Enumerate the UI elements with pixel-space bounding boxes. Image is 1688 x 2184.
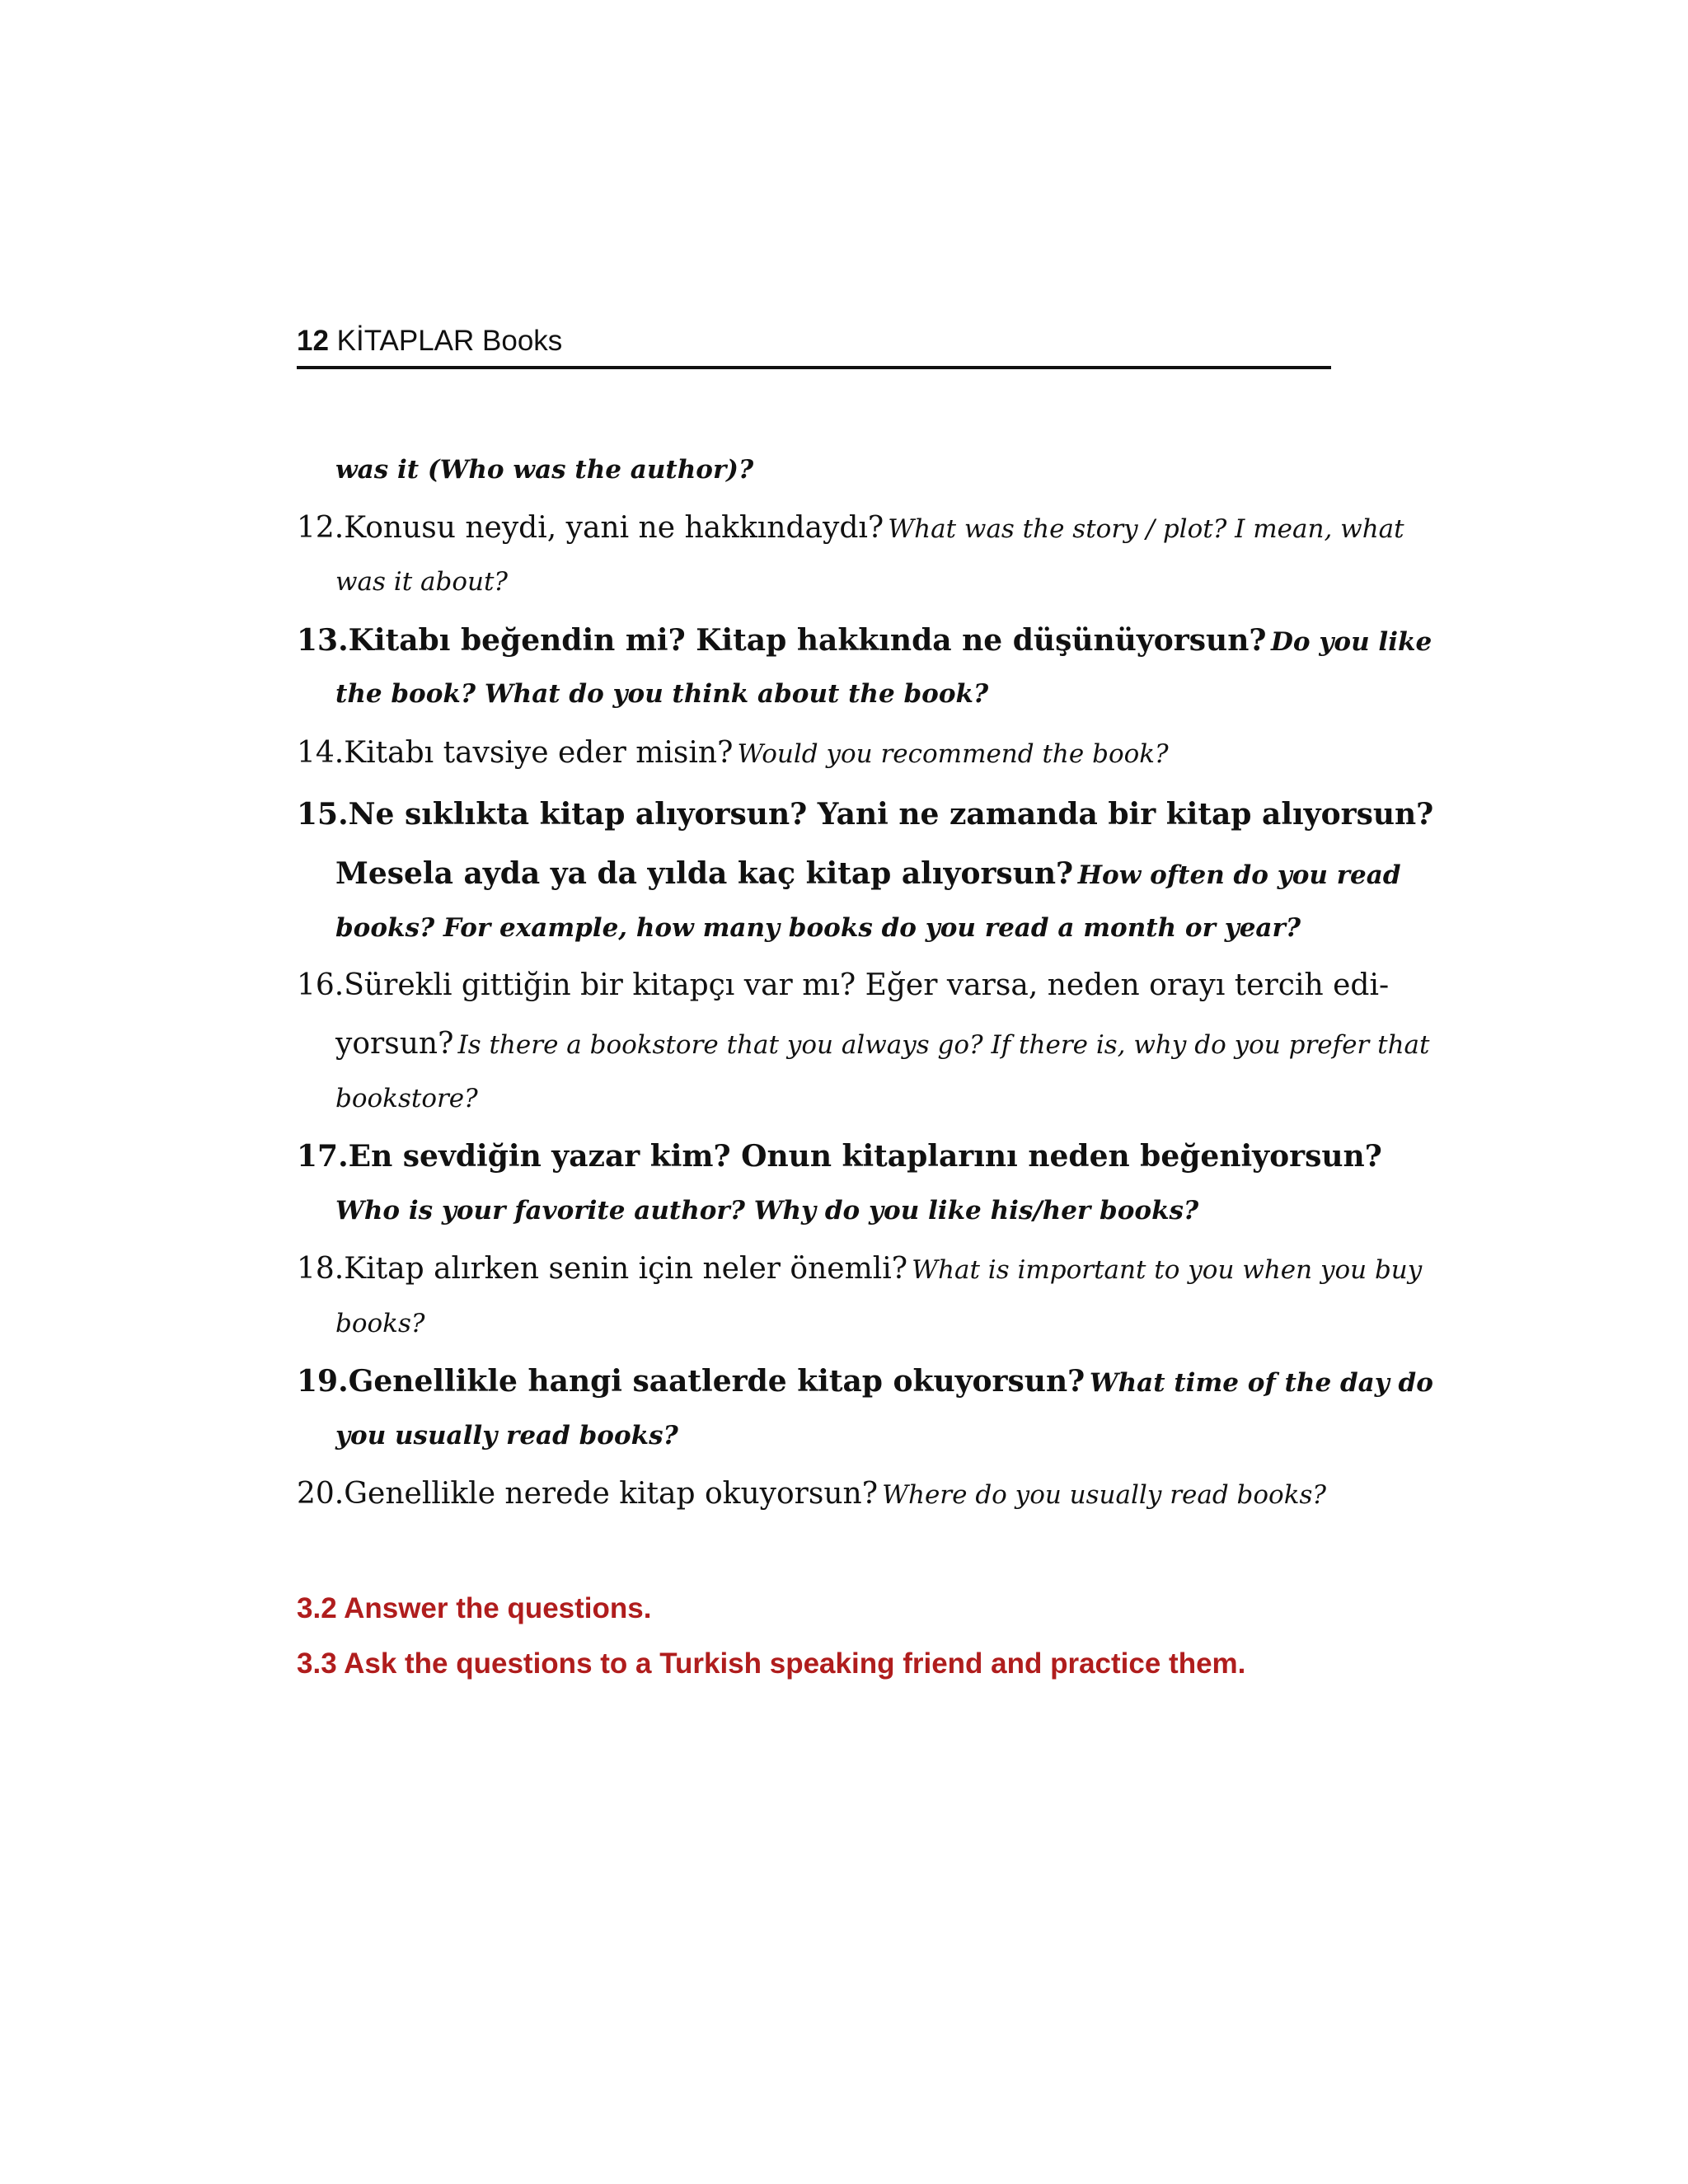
question-13-english-continuation: the book? What do you think about the book?: [335, 679, 989, 709]
question-number: 13.: [297, 623, 349, 658]
question-english: Where do you usually read books?: [882, 1480, 1327, 1510]
question-15-continuation: [335, 856, 1401, 891]
question-number: 14.: [297, 736, 345, 770]
question-number: 19.: [297, 1364, 349, 1399]
section-heading-3-3: 3.3 Ask the questions to a Turkish speaking friend and practice them.: [297, 1647, 1246, 1680]
question-17-english: Who is your favorite author? Why do you like his/her books?: [335, 1196, 1199, 1226]
question-12: [297, 511, 1404, 545]
page-number: 12: [297, 325, 329, 357]
question-english: Is there a bookstore that you always go? If there is, why do you prefer that: [457, 1030, 1430, 1060]
section-heading-3-2: 3.2 Answer the questions.: [297, 1592, 652, 1624]
question-11-english-continuation: was it (Who was the author)?: [335, 455, 754, 485]
question-19-english-continuation: you usually read books?: [335, 1421, 678, 1451]
question-turkish: Genellikle hangi saatlerde kitap okuyorsun?: [348, 1364, 1085, 1399]
question-turkish: Sürekli gittiğin bir kitapçı var mı? Eğer varsa, neden orayı tercih edi-: [344, 968, 1390, 1002]
question-number: 12.: [297, 511, 345, 545]
question-16-english-continuation: bookstore?: [335, 1084, 478, 1113]
question-18-english-continuation: books?: [335, 1309, 425, 1338]
question-english: Do you like: [1271, 627, 1432, 657]
chapter-title: KİTAPLAR Books: [336, 325, 563, 357]
question-number: 16.: [297, 968, 345, 1002]
question-19: [297, 1364, 1433, 1399]
question-number: 18.: [297, 1252, 345, 1286]
question-turkish: Kitabı beğendin mi? Kitap hakkında ne düşünüyorsun?: [348, 623, 1267, 658]
question-15: [297, 797, 1433, 832]
question-number: 17.: [297, 1139, 349, 1174]
question-12-english-continuation: was it about?: [335, 567, 509, 597]
question-english: How often do you read: [1077, 860, 1401, 890]
question-english: Would you recommend the book?: [737, 739, 1169, 769]
question-turkish: Kitabı tavsiye eder misin?: [344, 736, 734, 770]
question-18: [297, 1252, 1422, 1286]
question-13: [297, 623, 1432, 658]
question-turkish: Ne sıklıkta kitap alıyorsun? Yani ne zamanda bir kitap alıyorsun?: [348, 797, 1434, 832]
question-16: [297, 968, 1389, 1002]
question-turkish: Konusu neydi, yani ne hakkındaydı?: [344, 511, 884, 545]
question-english: What time of the day do: [1089, 1368, 1433, 1398]
question-turkish: Kitap alırken senin için neler önemli?: [344, 1252, 908, 1286]
question-17: [297, 1139, 1382, 1174]
question-20: [297, 1477, 1326, 1511]
question-english: What was the story / plot? I mean, what: [888, 514, 1404, 544]
question-number: 20.: [297, 1477, 345, 1511]
question-14: [297, 736, 1169, 770]
question-15-english-continuation: books? For example, how many books do you read a month or year?: [335, 913, 1301, 943]
question-turkish: Genellikle nerede kitap okuyorsun?: [344, 1477, 879, 1511]
question-english: What is important to you when you buy: [912, 1255, 1423, 1285]
question-turkish: En sevdiğin yazar kim? Onun kitaplarını neden beğeniyorsun?: [348, 1139, 1382, 1174]
question-number: 15.: [297, 797, 349, 832]
question-turkish-continuation: Mesela ayda ya da yılda kaç kitap alıyorsun?: [335, 856, 1074, 891]
running-header: [297, 323, 1331, 369]
question-turkish-continuation: yorsun?: [335, 1027, 454, 1061]
question-16-continuation: [335, 1027, 1429, 1061]
